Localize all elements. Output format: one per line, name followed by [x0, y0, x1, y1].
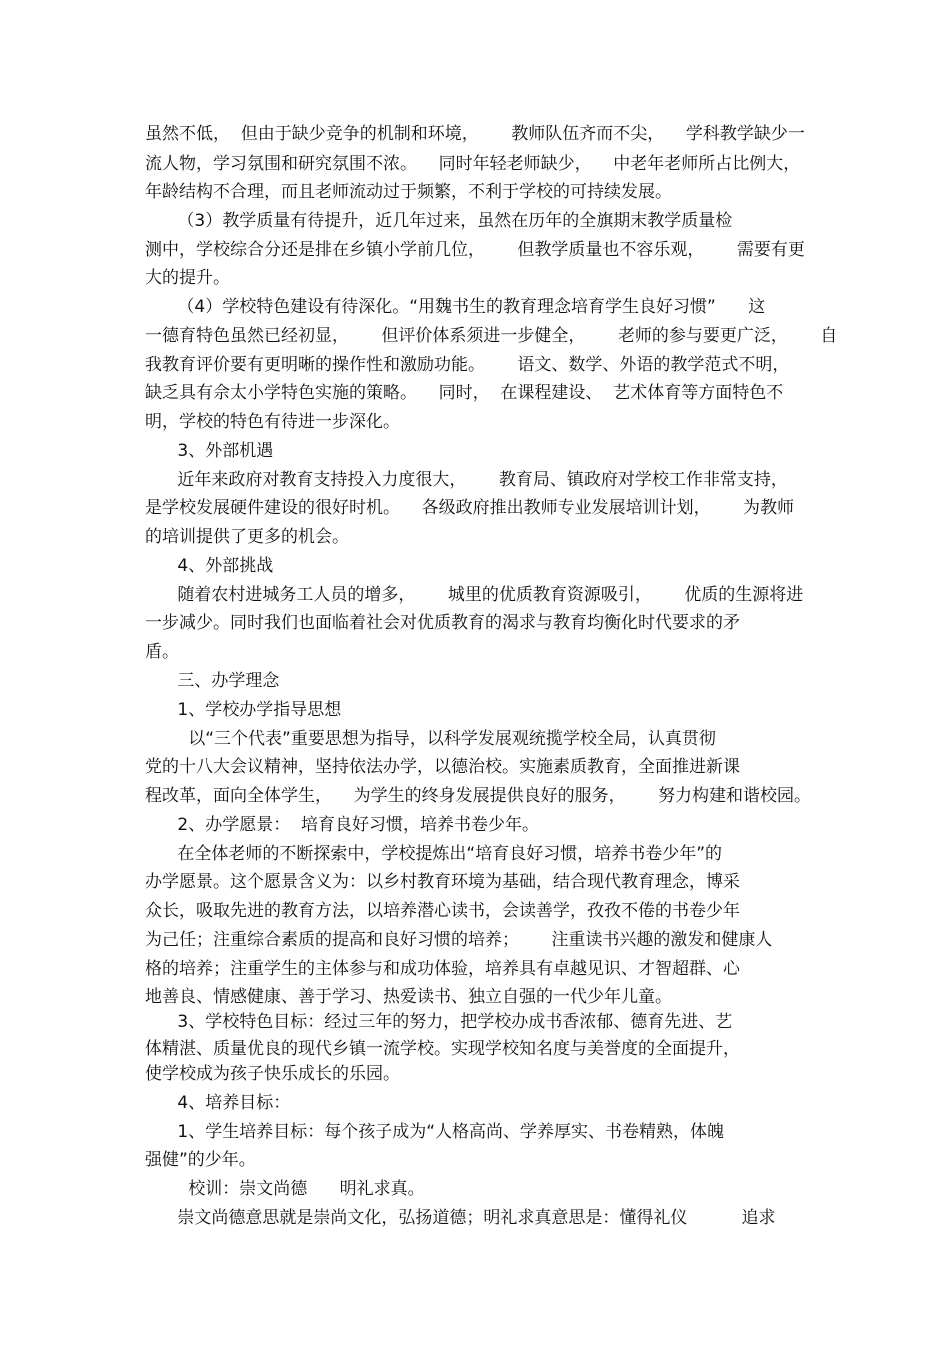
text-line: 近年来政府对教育支持投入力度很大， 教育局、镇政府对学校工作非常支持， [145, 470, 788, 490]
text-line: 3、学校特色目标：经过三年的努力，把学校办成书香浓郁、德育先进、艺 [145, 1012, 733, 1032]
text-line: 地善良、情感健康、善于学习、热爱读书、独立自强的一代少年儿童。 [145, 987, 672, 1007]
text-line: （4）学校特色建设有待深化。“用魏书生的教育理念培育学生良好习惯” 这 [145, 297, 766, 317]
text-line: （3）教学质量有待提升，近几年过来，虽然在历年的全旗期末教学质量检 [145, 211, 733, 231]
text-line: 崇文尚德意思就是崇尚文化，弘扬道德；明礼求真意思是：懂得礼仪 追求 [145, 1208, 776, 1228]
text-line: 格的培养；注重学生的主体参与和成功体验，培养具有卓越见识、才智超群、心 [145, 959, 740, 979]
heading-external-opportunity: 3、外部机遇 [145, 441, 274, 461]
text-line: 程改革，面向全体学生， 为学生的终身发展提供良好的服务， 努力构建和谐校园。 [145, 786, 812, 806]
text-line: 体精湛、质量优良的现代乡镇一流学校。实现学校知名度与美誉度的全面提升， [145, 1039, 740, 1059]
text-line: 一步减少。同时我们也面临着社会对优质教育的渴求与教育均衡化时代要求的矛 [145, 613, 740, 633]
text-line: 大的提升。 [145, 268, 230, 288]
heading-external-challenge: 4、外部挑战 [145, 556, 274, 576]
text-line: 党的十八大会议精神，坚持依法办学，以德治校。实施素质教育，全面推进新课 [145, 757, 740, 777]
subsection-heading: 4、培养目标： [145, 1093, 291, 1113]
text-line: 一德育特色虽然已经初显， 但评价体系须进一步健全， 老师的参与要更广泛， 自 [145, 326, 838, 346]
school-motto: 校训：崇文尚德 明礼求真。 [145, 1179, 425, 1199]
text-line: 以“三个代表”重要思想为指导，以科学发展观统揽学校全局，认真贯彻 [145, 729, 716, 749]
text-line: 年龄结构不合理，而且老师流动过于频繁，不利于学校的可持续发展。 [145, 182, 672, 202]
text-line: 办学愿景。这个愿景含义为：以乡村教育环境为基础，结合现代教育理念，博采 [145, 872, 740, 892]
text-line: 在全体老师的不断探索中，学校提炼出“培育良好习惯，培养书卷少年”的 [145, 844, 723, 864]
text-line: 的培训提供了更多的机会。 [145, 527, 349, 547]
text-line: 流人物，学习氛围和研究氛围不浓。 同时年轻老师缺少， 中老年老师所占比例大， [145, 154, 801, 174]
text-line: 明，学校的特色有待进一步深化。 [145, 412, 400, 432]
text-line: 强健”的少年。 [145, 1150, 256, 1170]
text-line: 测中，学校综合分还是排在乡镇小学前几位， 但教学质量也不容乐观， 需要有更 [145, 240, 805, 260]
text-line: 为己任；注重综合素质的提高和良好习惯的培养； 注重读书兴趣的激发和健康人 [145, 930, 773, 950]
text-line: 众长，吸取先进的教育方法，以培养潜心读书，会读善学，孜孜不倦的书卷少年 [145, 901, 740, 921]
text-line: 虽然不低， 但由于缺少竞争的机制和环境， 教师队伍齐而不尖， 学科教学缺少一 [145, 124, 805, 144]
text-line: 随着农村进城务工人员的增多， 城里的优质教育资源吸引， 优质的生源将进 [145, 585, 804, 605]
text-line: 盾。 [145, 642, 179, 662]
subsection-heading: 1、学校办学指导思想 [145, 700, 342, 720]
text-line: 我教育评价要有更明晰的操作性和激励功能。 语文、数学、外语的教学范式不明， [145, 355, 790, 375]
text-line: 是学校发展硬件建设的很好时机。 各级政府推出教师专业发展培训计划， 为教师 [145, 498, 795, 518]
text-line: 缺乏具有佘太小学特色实施的策略。 同时， 在课程建设、 艺术体育等方面特色不 [145, 383, 784, 403]
subsection-heading: 2、办学愿景： 培育良好习惯，培养书卷少年。 [145, 815, 540, 835]
text-line: 1、学生培养目标：每个孩子成为“人格高尚、学养厚实、书卷精熟，体魄 [145, 1122, 725, 1142]
text-line: 使学校成为孩子快乐成长的乐园。 [145, 1064, 400, 1084]
section-heading: 三、办学理念 [145, 671, 280, 691]
